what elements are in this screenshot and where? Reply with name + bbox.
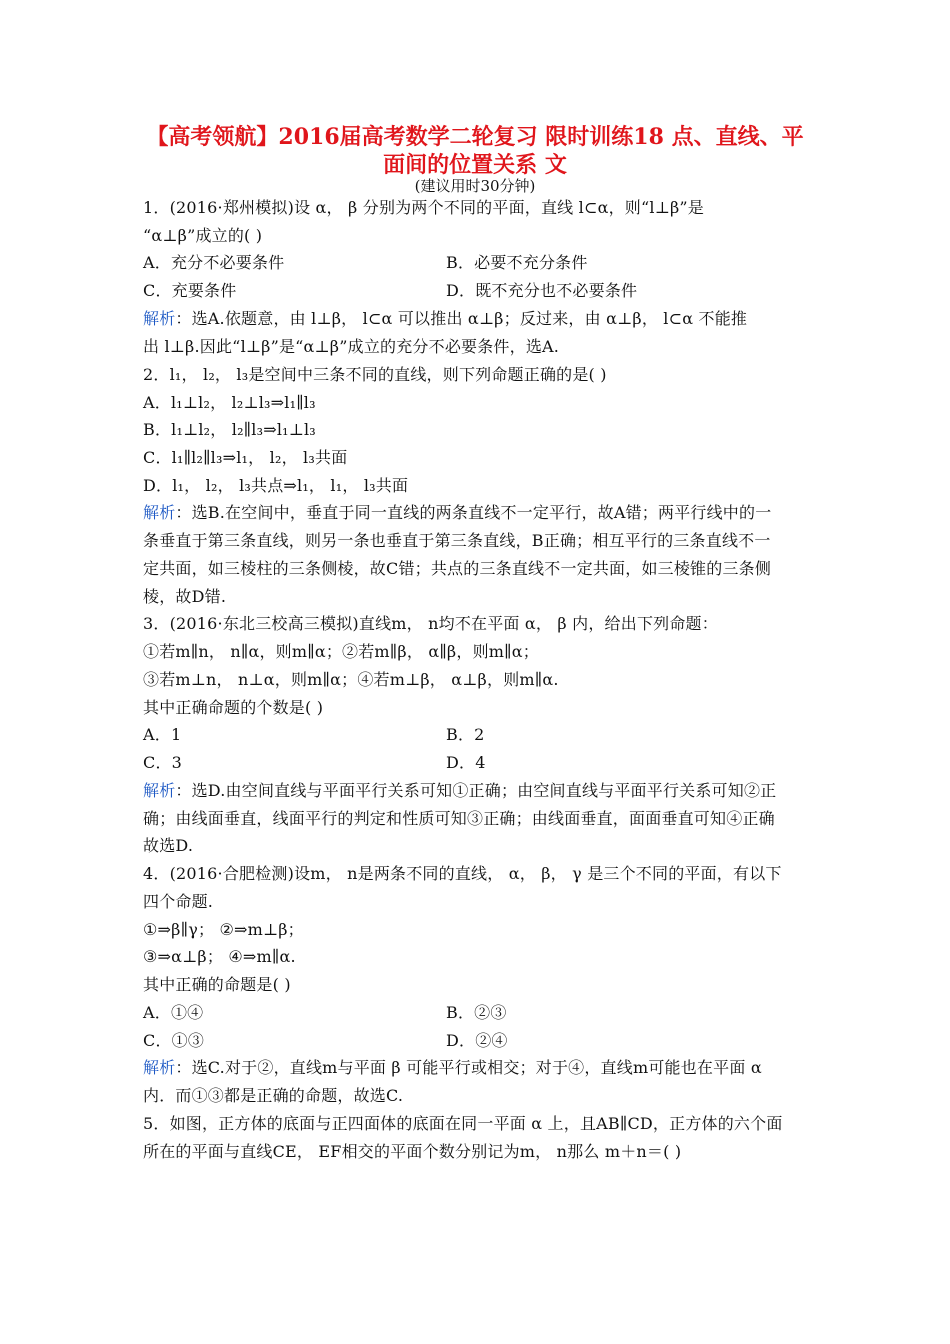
q2-stem: 2．l₁， l₂， l₃是空间中三条不同的直线，则下列命题正确的是( ) (143, 365, 607, 384)
solution-label: 解析 (143, 503, 176, 522)
document-title-line1: 【高考领航】2016届高考数学二轮复习 限时训练18 点、直线、平 (146, 124, 804, 150)
q3-solution-line2: 确；由线面垂直，线面平行的判定和性质可知③正确；由线面垂直，面面垂直可知④正确 (143, 809, 775, 828)
q2-solution-line2: 条垂直于第三条直线，则另一条也垂直于第三条直线，B正确；相互平行的三条直线不一 (143, 531, 771, 550)
q1-solution-line2: 出 l⊥β.因此“l⊥β”是“α⊥β”成立的充分不必要条件，选A. (143, 337, 560, 356)
q3-solution-line1 (143, 780, 776, 802)
suggested-time: (建议用时30分钟) (414, 177, 536, 195)
q2-option-c: C．l₁∥l₂∥l₃⇒l₁， l₂， l₃共面 (143, 448, 348, 467)
q5-stem-line2: 所在的平面与直线CE， EF相交的平面个数分别记为m， n那么 m＋n＝( ) (143, 1142, 682, 1161)
q2-option-a: A．l₁⊥l₂， l₂⊥l₃⇒l₁∥l₃ (143, 393, 316, 412)
q4-ask: 其中正确的命题是( ) (143, 975, 291, 994)
q1-solution-text: ：选A.依题意，由 l⊥β， l⊂α 可以推出 α⊥β；反过来，由 α⊥β， l⊂α 不能推 (175, 309, 748, 328)
q1-option-b: B．必要不充分条件 (446, 253, 588, 272)
q1-option-c: C．充要条件 (143, 281, 237, 300)
q4-stem-line1: 4．(2016·合肥检测)设m， n是两条不同的直线， α， β， γ 是三个不同的平面，有以下 (143, 864, 782, 883)
q1-option-a: A．充分不必要条件 (143, 253, 285, 272)
q3-stem: 3．(2016·东北三校高三模拟)直线m， n均不在平面 α， β 内，给出下列命题： (143, 614, 718, 633)
q4-solution-line1 (143, 1057, 762, 1079)
q3-proposition-line1: ①若m∥n， n∥α，则m∥α；②若m∥β， α∥β，则m∥α； (143, 642, 539, 661)
q4-solution-text: ：选C.对于②，直线m与平面 β 可能平行或相交；对于④，直线m可能也在平面 α (175, 1058, 762, 1077)
solution-label: 解析 (143, 1058, 176, 1077)
q3-solution-text: ：选D.由空间直线与平面平行关系可知①正确；由空间直线与平面平行关系可知②正 (175, 781, 777, 800)
q2-option-d: D．l₁， l₂， l₃共点⇒l₁， l₁， l₃共面 (143, 476, 409, 495)
q3-option-c: C．3 (143, 753, 183, 772)
q2-option-b: B．l₁⊥l₂， l₂∥l₃⇒l₁⊥l₃ (143, 420, 316, 439)
q2-solution-line4: 棱，故D错. (143, 587, 227, 606)
q4-stem-line2: 四个命题. (143, 892, 214, 911)
q2-solution-line3: 定共面，如三棱柱的三条侧棱，故C错；共点的三条直线不一定共面，如三棱锥的三条侧 (143, 559, 772, 578)
q4-proposition-line2: ③⇒α⊥β； ④⇒m∥α. (143, 947, 296, 966)
q4-proposition-line1: ①⇒β∥γ； ②⇒m⊥β； (143, 920, 304, 939)
q3-solution-line3: 故选D. (143, 836, 194, 855)
q1-stem-line1: 1．(2016·郑州模拟)设 α， β 分别为两个不同的平面，直线 l⊂α，则“l⊥β”是 (143, 198, 704, 217)
q4-option-b: B．②③ (446, 1003, 507, 1022)
document-title-line2: 面间的位置关系 文 (383, 152, 567, 178)
q4-option-d: D．②④ (446, 1031, 508, 1050)
solution-label: 解析 (143, 309, 176, 328)
q3-option-b: B．2 (446, 725, 485, 744)
q3-option-d: D．4 (446, 753, 486, 772)
q4-solution-line2: 内．而①③都是正确的命题，故选C. (143, 1086, 404, 1105)
q3-option-a: A．1 (143, 725, 182, 744)
q2-solution-line1 (143, 502, 771, 524)
solution-label: 解析 (143, 781, 176, 800)
q4-option-c: C．①③ (143, 1031, 205, 1050)
q4-option-a: A．①④ (143, 1003, 204, 1022)
q1-solution-line1 (143, 308, 747, 330)
q5-stem-line1: 5．如图，正方体的底面与正四面体的底面在同一平面 α 上，且AB∥CD，正方体的六个面 (143, 1114, 783, 1133)
q3-ask: 其中正确命题的个数是( ) (143, 698, 324, 717)
q1-stem-line2: “α⊥β”成立的( ) (143, 226, 263, 245)
q3-proposition-line2: ③若m⊥n， n⊥α，则m∥α；④若m⊥β， α⊥β，则m∥α. (143, 670, 559, 689)
q2-solution-text: ：选B.在空间中，垂直于同一直线的两条直线不一定平行，故A错；两平行线中的一 (175, 503, 772, 522)
q1-option-d: D．既不充分也不必要条件 (446, 281, 638, 300)
